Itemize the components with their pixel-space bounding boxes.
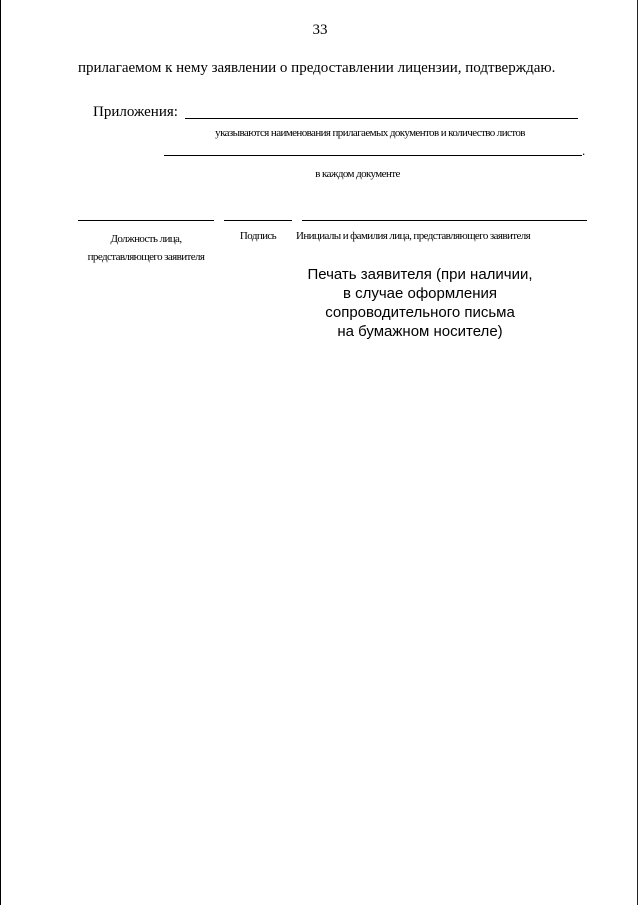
name-label: Инициалы и фамилия лица, представляющего заявителя xyxy=(296,230,531,242)
stamp-line: Печать заявителя (при наличии, xyxy=(307,266,533,283)
attachments-line-1 xyxy=(185,118,578,119)
page-number: 33 xyxy=(312,22,328,38)
signature-line xyxy=(224,220,292,221)
attachments-hint-line2: в каждом документе xyxy=(315,168,400,180)
position-label xyxy=(78,230,214,266)
attachments-line-2 xyxy=(164,155,582,156)
stamp-line: в случае оформления xyxy=(342,285,498,302)
position-line xyxy=(78,220,214,221)
attachments-hint-line1: указываются наименования прилагаемых документов и количество листов xyxy=(215,127,525,139)
signature-label: Подпись xyxy=(239,230,277,242)
stamp-note xyxy=(300,265,540,341)
continuation-text: прилагаемом к нему заявлении о предоставлении лицензии, подтверждаю. xyxy=(78,60,556,76)
stamp-line: на бумажном носителе) xyxy=(337,323,503,340)
stamp-line: сопроводительного письма xyxy=(325,304,515,321)
position-label-line1: Должность лица, xyxy=(110,233,182,245)
position-label-line2: представляющего заявителя xyxy=(87,251,205,263)
attachments-label: Приложения: xyxy=(93,104,178,120)
trailing-dot: . xyxy=(582,143,586,158)
name-line xyxy=(302,220,587,221)
